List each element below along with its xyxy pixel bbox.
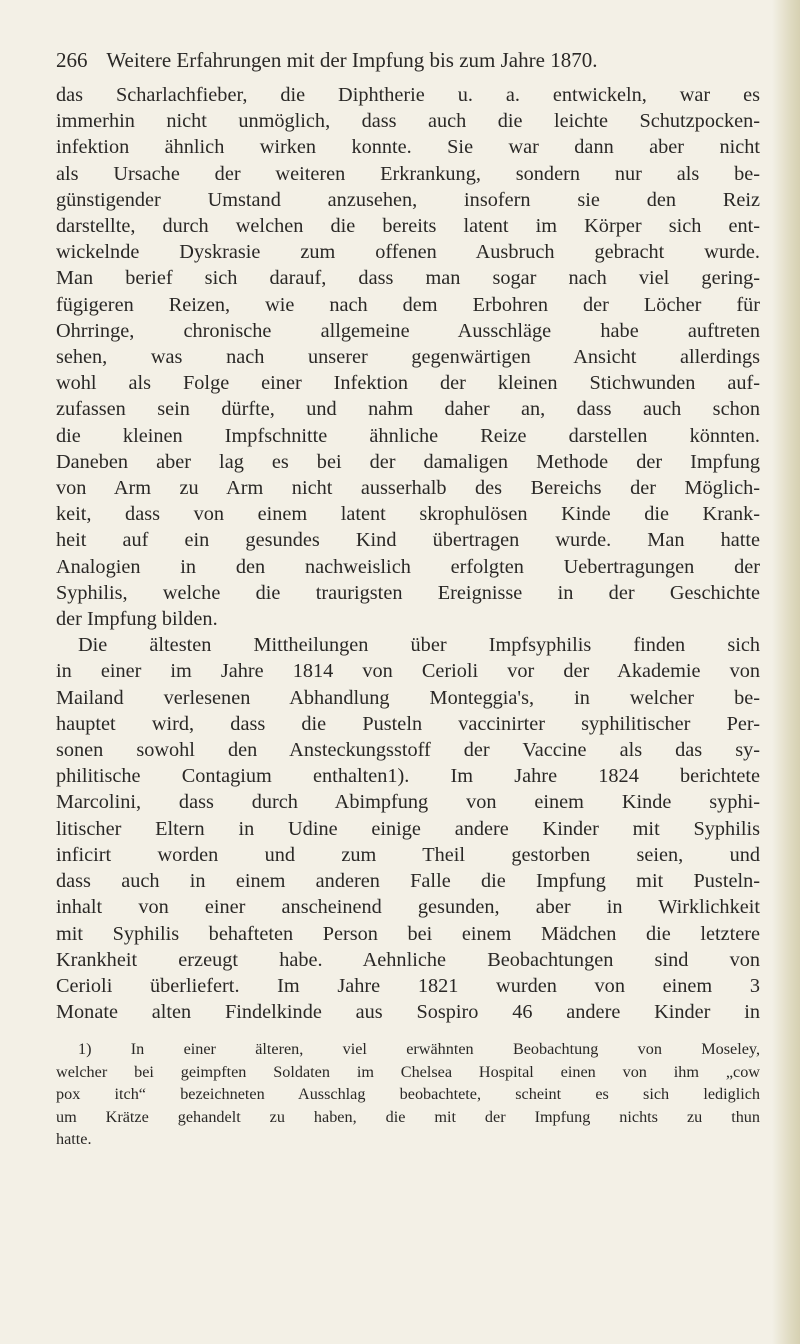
text-line: günstigender Umstand anzusehen, insofern sie den Reiz [56,188,760,211]
footnote-line: hatte. [56,1130,92,1149]
text-line: philitische Contagium enthalten1). Im Jahre 1824 berichtete [56,765,760,788]
paragraph-1 [56,82,760,632]
running-title: Weitere Erfahrungen mit der Impfung bis zum Jahre 1870. [106,48,598,72]
paragraph-2 [56,632,760,1025]
page-edge-shadow [772,0,800,1344]
text-line: von Arm zu Arm nicht ausserhalb des Bereichs der Möglich- [56,477,760,500]
text-line: als Ursache der weiteren Erkrankung, sondern nur als be- [56,162,760,185]
text-line: infektion ähnlich wirken konnte. Sie war dann aber nicht [56,136,760,159]
text-line: inhalt von einer anscheinend gesunden, aber in Wirklichkeit [56,896,760,919]
text-line: Analogien in den nachweislich erfolgten Uebertragungen der [56,555,760,578]
text-line: Man berief sich darauf, dass man sogar nach viel gering- [56,267,760,290]
footnote-line: welcher bei geimpften Soldaten im Chelsea Hospital einen von ihm „cow [56,1062,760,1081]
text-line: heit auf ein gesundes Kind übertragen wurde. Man hatte [56,529,760,552]
footnote [56,1038,760,1151]
text-line: hauptet wird, dass die Pusteln vaccinirter syphilitischer Per- [56,712,760,735]
text-line: fügigeren Reizen, wie nach dem Erbohren der Löcher für [56,293,760,316]
text-line: wickelnde Dyskrasie zum offenen Ausbruch gebracht wurde. [56,241,760,264]
text-line: Die ältesten Mittheilungen über Impfsyphilis finden sich [78,634,760,657]
text-line: Monate alten Findelkinde aus Sospiro 46 andere Kinder in [56,1001,760,1024]
text-line: die kleinen Impfschnitte ähnliche Reize darstellen könnten. [56,424,760,447]
text-line: Mailand verlesenen Abhandlung Monteggia's, in welcher be- [56,686,760,709]
text-line: Cerioli überliefert. Im Jahre 1821 wurden von einem 3 [56,974,760,997]
footnote-line: um Krätze gehandelt zu haben, die mit der Impfung nichts zu thun [56,1107,760,1126]
running-header [56,48,756,73]
text-line: dass auch in einem anderen Falle die Impfung mit Pusteln- [56,870,760,893]
text-line: sonen sowohl den Ansteckungsstoff der Vaccine als das sy- [56,739,760,762]
text-line: litischer Eltern in Udine einige andere Kinder mit Syphilis [56,817,760,840]
body-text [56,82,760,1025]
text-line: inficirt worden und zum Theil gestorben seien, und [56,843,760,866]
text-line: zufassen sein dürfte, und nahm daher an, dass auch schon [56,398,760,421]
text-line: sehen, was nach unserer gegenwärtigen Ansicht allerdings [56,346,760,369]
text-line: in einer im Jahre 1814 von Cerioli vor der Akademie von [56,660,760,683]
text-line: Krankheit erzeugt habe. Aehnliche Beobachtungen sind von [56,948,760,971]
footnote-line: 1) In einer älteren, viel erwähnten Beobachtung von Moseley, [78,1040,760,1058]
text-line: das Scharlachfieber, die Diphtherie u. a. entwickeln, war es [56,84,760,106]
text-line: darstellte, durch welchen die bereits latent im Körper sich ent- [56,215,760,238]
text-line: immerhin nicht unmöglich, dass auch die leichte Schutzpocken- [56,110,760,133]
footnote-line: pox itch“ bezeichneten Ausschlag beobachtete, scheint es sich lediglich [56,1085,760,1104]
text-line: keit, dass von einem latent skrophulösen Kinde die Krank- [56,503,760,526]
text-line: der Impfung bilden. [56,608,218,631]
text-line: Daneben aber lag es bei der damaligen Methode der Impfung [56,450,760,473]
text-line: Marcolini, dass durch Abimpfung von einem Kinde syphi- [56,791,760,814]
text-line: wohl als Folge einer Infektion der kleinen Stichwunden auf- [56,372,760,395]
text-line: Syphilis, welche die traurigsten Ereignisse in der Geschichte [56,581,760,604]
page-number: 266 [56,48,88,72]
text-line: mit Syphilis behafteten Person bei einem Mädchen die letztere [56,922,760,945]
text-line: Ohrringe, chronische allgemeine Ausschläge habe auftreten [56,319,760,342]
